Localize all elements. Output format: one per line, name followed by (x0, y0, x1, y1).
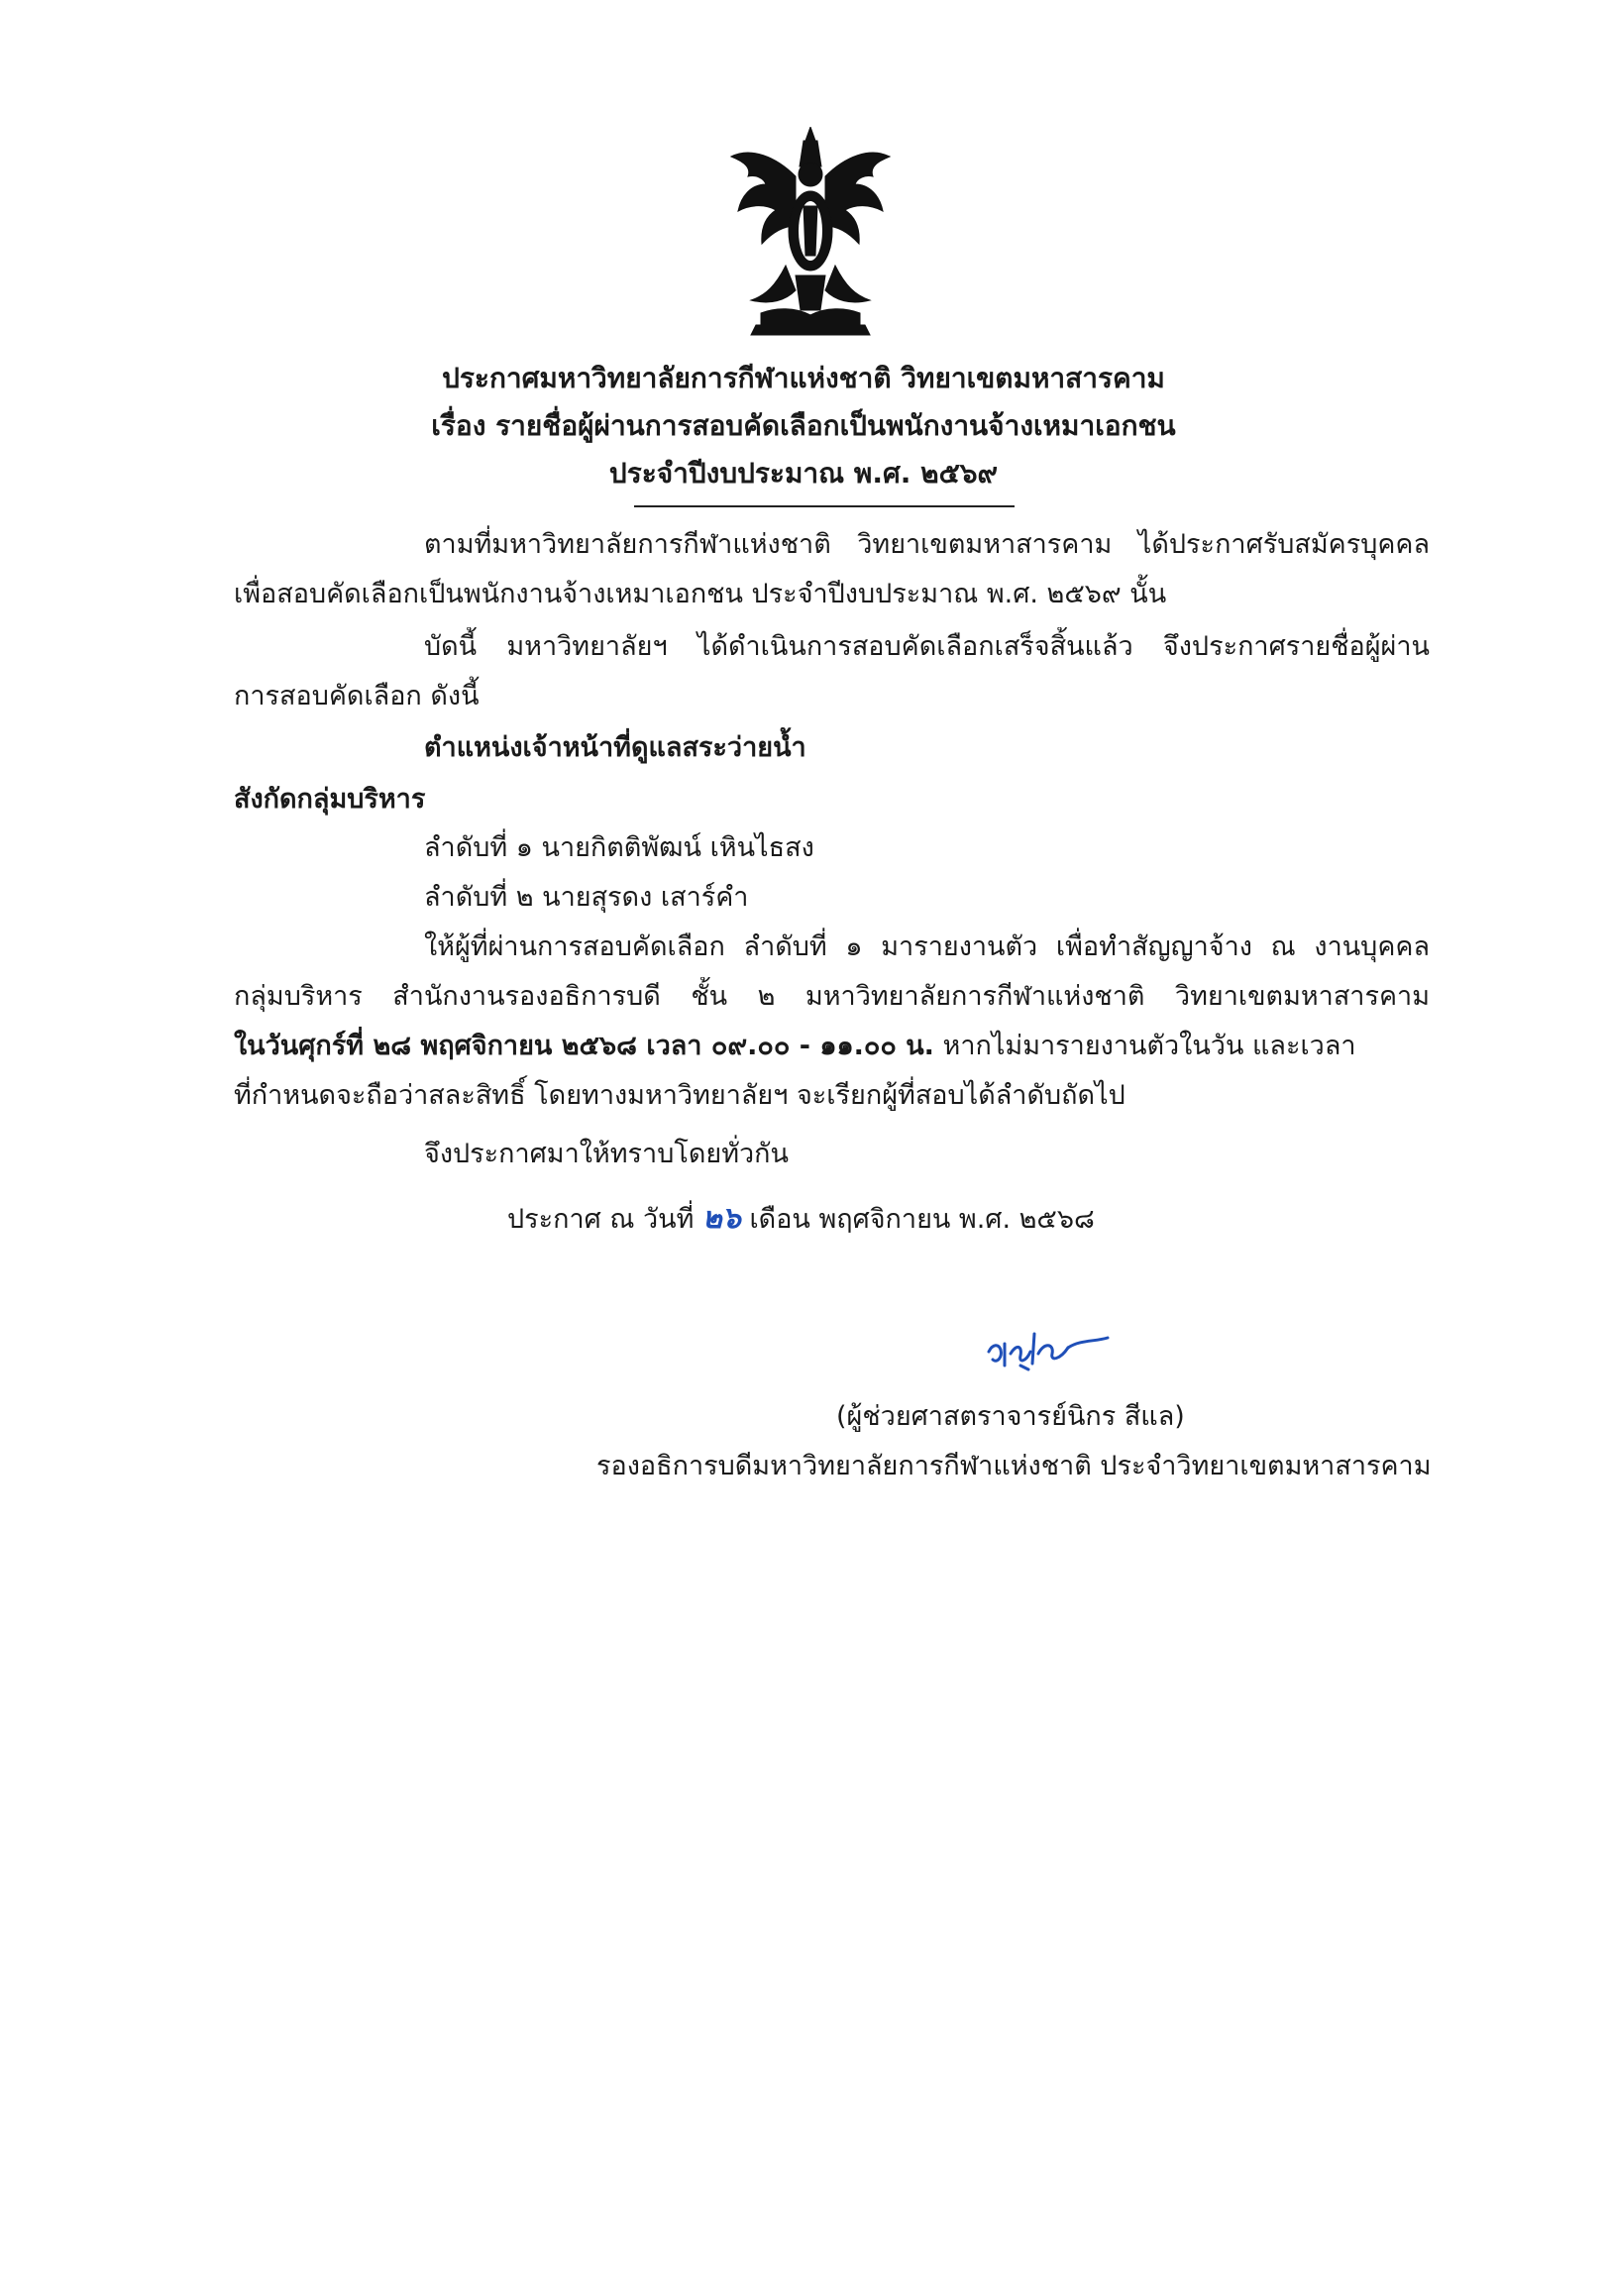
signatory-name: (ผู้ช่วยศาสตราจารย์นิกร สีแล) (836, 1401, 1185, 1432)
position-title: ตำแหน่งเจ้าหน้าที่ดูแลสระว่ายน้ำ (424, 732, 806, 763)
announce-day: ๒๖ (702, 1201, 741, 1236)
report-date-time: ในวันศุกร์ที่ ๒๘ พฤศจิกายน ๒๕๖๘ เวลา ๐๙.๐๐ - ๑๑.๐๐ น. (234, 1031, 934, 1061)
announce-prefix: ประกาศ ณ วันที่ (507, 1204, 695, 1235)
garuda-emblem-icon (726, 127, 895, 340)
announcement-date (507, 1199, 1095, 1240)
department-label: สังกัดกลุ่มบริหาร (234, 784, 426, 815)
paragraph-1-line-1: ตามที่มหาวิทยาลัยการกีฬาแห่งชาติ วิทยาเขตมหาสารคาม ได้ประกาศรับสมัครบุคคล (424, 529, 1430, 560)
announcement-subject: เรื่อง รายชื่อผู้ผ่านการสอบคัดเลือกเป็นพนักงานจ้างเหมาเอกชน (431, 409, 1176, 442)
announcement-title: ประกาศมหาวิทยาลัยการกีฬาแห่งชาติ วิทยาเขตมหาสารคาม (442, 362, 1165, 394)
paragraph-3-line-3-rest: หากไม่มารายงานตัวในวัน และเวลา (933, 1031, 1356, 1061)
paragraph-3-line-2: กลุ่มบริหาร สำนักงานรองอธิการบดี ชั้น ๒ มหาวิทยาลัยการกีฬาแห่งชาติ วิทยาเขตมหาสารคาม (234, 981, 1430, 1012)
paragraph-2-line-2: การสอบคัดเลือก ดังนี้ (234, 681, 480, 711)
candidate-item-1: ลำดับที่ ๑ นายกิตติพัฒน์ เหินไธสง (424, 832, 814, 863)
signatory-title: รองอธิการบดีมหาวิทยาลัยการกีฬาแห่งชาติ ประจำวิทยาเขตมหาสารคาม (596, 1451, 1432, 1481)
paragraph-3-line-1: ให้ผู้ที่ผ่านการสอบคัดเลือก ลำดับที่ ๑ มารายงานตัว เพื่อทำสัญญาจ้าง ณ งานบุคคล (424, 931, 1430, 962)
candidate-item-2: ลำดับที่ ๒ นายสุรดง เสาร์คำ (424, 882, 749, 913)
announce-suffix: เดือน พฤศจิกายน พ.ศ. ๒๕๖๘ (749, 1204, 1095, 1235)
paragraph-3-line-4: ที่กำหนดจะถือว่าสละสิทธิ์ โดยทางมหาวิทยาลัยฯ จะเรียกผู้ที่สอบได้ลำดับถัดไป (234, 1080, 1125, 1111)
announcement-fiscal-year: ประจำปีงบประมาณ พ.ศ. ๒๕๖๙ (608, 457, 999, 490)
paragraph-3-line-3 (234, 1027, 1430, 1066)
paragraph-1-line-2: เพื่อสอบคัดเลือกเป็นพนักงานจ้างเหมาเอกชน ประจำปีงบประมาณ พ.ศ. ๒๕๖๙ นั้น (234, 579, 1167, 609)
handwritten-signature-icon (981, 1314, 1115, 1373)
paragraph-2-line-1: บัดนี้ มหาวิทยาลัยฯ ได้ดำเนินการสอบคัดเลือกเสร็จสิ้นแล้ว จึงประกาศรายชื่อผู้ผ่าน (424, 631, 1430, 662)
closing-statement: จึงประกาศมาให้ทราบโดยทั่วกัน (424, 1139, 789, 1169)
title-divider (634, 505, 1015, 507)
